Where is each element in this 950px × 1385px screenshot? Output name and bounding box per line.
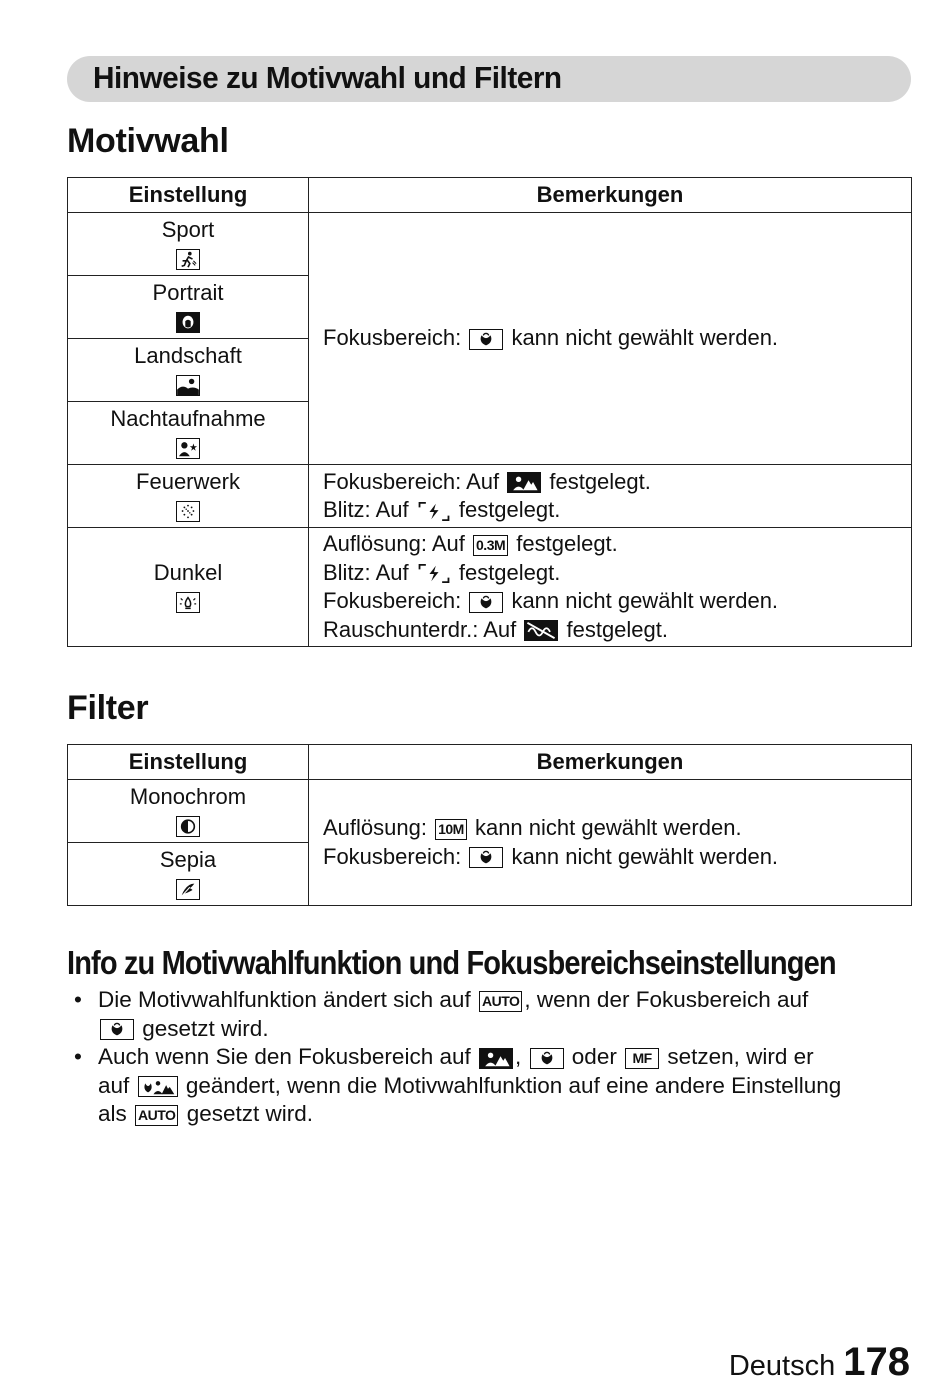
banner-title: Hinweise zu Motivwahl und Filtern: [93, 60, 562, 95]
setting-label: Nachtaufnahme: [110, 406, 266, 431]
resolution-icon: 0.3M: [473, 535, 508, 556]
setting-label: Sepia: [159, 847, 217, 872]
setting-monochrom: [68, 780, 309, 843]
footer-language: Deutsch: [728, 1350, 836, 1382]
remark-text: kann nicht gewählt werden.: [511, 843, 779, 869]
remark-text: Auflösung:: [323, 815, 427, 840]
remark-cell: [309, 528, 912, 647]
remark-text: festgelegt.: [516, 531, 618, 556]
remark-text: Blitz: Auf: [323, 497, 409, 522]
flash-off-icon: [417, 501, 451, 522]
col-header-einstellung: Einstellung: [68, 745, 309, 780]
info-heading: Info zu Motivwahlfunktion und Fokusbereichseinstellungen: [67, 944, 836, 981]
motivwahl-table: [67, 177, 912, 647]
col-header-bemerkungen: Bemerkungen: [309, 178, 912, 213]
setting-feuerwerk: [68, 465, 309, 528]
landscape-focus-icon: [479, 1048, 513, 1069]
monochrome-icon: [176, 816, 200, 837]
text: auf: [98, 1072, 130, 1098]
list-item: [74, 986, 914, 1043]
text: gesetzt wird.: [142, 1015, 269, 1041]
filter-heading: Filter: [67, 689, 149, 727]
setting-portrait: [68, 276, 309, 339]
setting-label: Feuerwerk: [136, 469, 240, 494]
table-row: [68, 780, 912, 843]
remark-text: Fokusbereich: Auf: [323, 468, 500, 494]
col-header-bemerkungen: Bemerkungen: [309, 745, 912, 780]
macro-icon: [100, 1019, 134, 1040]
remark-text: Fokusbereich:: [323, 325, 462, 351]
section-banner: [67, 56, 911, 102]
text: setzen, wird er: [667, 1044, 814, 1069]
landscape-icon: [176, 375, 200, 396]
sepia-icon: [176, 879, 200, 900]
bullet: •: [74, 1044, 82, 1069]
landscape-focus-icon: [507, 472, 541, 493]
remark-line: [323, 616, 911, 645]
col-header-einstellung: Einstellung: [68, 178, 309, 213]
macro-icon: [469, 847, 503, 868]
noise-reduction-icon: [524, 620, 558, 641]
remark-text: kann nicht gewählt werden.: [511, 588, 779, 613]
remark-line: [323, 814, 911, 843]
standard-focus-icon: [138, 1076, 178, 1097]
remark-cell: [309, 780, 912, 906]
remark-text: festgelegt.: [566, 616, 668, 642]
remark-text: Fokusbereich:: [323, 843, 462, 869]
mf-icon: MF: [625, 1048, 659, 1069]
list-item-text: [98, 986, 914, 1043]
setting-label: Monochrom: [129, 784, 247, 809]
flash-off-icon: [417, 563, 451, 584]
lamp-icon: [176, 592, 200, 613]
remark-text: Fokusbereich:: [323, 588, 462, 613]
page-footer: [729, 1340, 910, 1385]
table-row: [68, 528, 912, 647]
remark-text: festgelegt.: [549, 468, 651, 494]
filter-table: [67, 744, 912, 906]
table-header-row: [68, 745, 912, 780]
text: Auch wenn Sie den Fokusbereich auf: [98, 1044, 471, 1069]
text: gesetzt wird.: [186, 1101, 314, 1126]
setting-nachtaufnahme: [68, 402, 309, 465]
setting-label: Portrait: [152, 280, 224, 305]
list-item-text: [98, 1043, 914, 1129]
list-item: [74, 1043, 914, 1129]
remark-text: kann nicht gewählt werden.: [474, 815, 742, 840]
remark-line: [323, 496, 911, 525]
remark-line: [323, 843, 911, 872]
remark-line: [323, 587, 911, 616]
auto-icon: AUTO: [135, 1105, 178, 1126]
fireworks-icon: [176, 501, 200, 522]
setting-sepia: [68, 843, 309, 906]
macro-icon: [469, 329, 503, 350]
text: Die Motivwahlfunktion ändert sich auf: [98, 987, 471, 1012]
portrait-icon: [176, 312, 200, 333]
text: als: [98, 1101, 127, 1126]
table-row: [68, 465, 912, 528]
text: geändert, wenn die Motivwahlfunktion auf eine andere Einstellung: [185, 1072, 842, 1098]
remark-line: [323, 530, 911, 559]
resolution-icon: 10M: [435, 819, 467, 840]
night-portrait-icon: [176, 438, 200, 459]
remark-text: festgelegt.: [458, 559, 561, 585]
remark-line: [323, 559, 911, 588]
sport-icon: [176, 249, 200, 270]
bullet: •: [74, 987, 82, 1012]
text: , wenn der Fokusbereich auf: [524, 987, 809, 1012]
table-row: [68, 213, 912, 276]
macro-icon: [469, 592, 503, 613]
text: ,: [515, 1044, 522, 1069]
setting-dunkel: [68, 528, 309, 647]
remark-line: [323, 468, 911, 497]
remark-cell: [309, 465, 912, 528]
setting-sport: [68, 213, 309, 276]
remark-text: Blitz: Auf: [323, 559, 409, 585]
remark-text: kann nicht gewählt werden.: [511, 325, 779, 351]
macro-icon: [530, 1048, 564, 1069]
setting-label: Landschaft: [134, 343, 242, 368]
setting-landschaft: [68, 339, 309, 402]
remark-text: festgelegt.: [458, 497, 561, 522]
auto-icon: AUTO: [479, 991, 522, 1012]
setting-label: Dunkel: [153, 560, 223, 585]
remark-text: Rauschunterdr.: Auf: [323, 616, 517, 642]
remark-text: Auflösung: Auf: [323, 531, 465, 556]
text: oder: [571, 1044, 617, 1069]
remark-cell: [309, 213, 912, 465]
setting-label: Sport: [161, 217, 215, 242]
page-number: 178: [843, 1340, 910, 1384]
motivwahl-heading: Motivwahl: [67, 122, 229, 160]
table-header-row: [68, 178, 912, 213]
